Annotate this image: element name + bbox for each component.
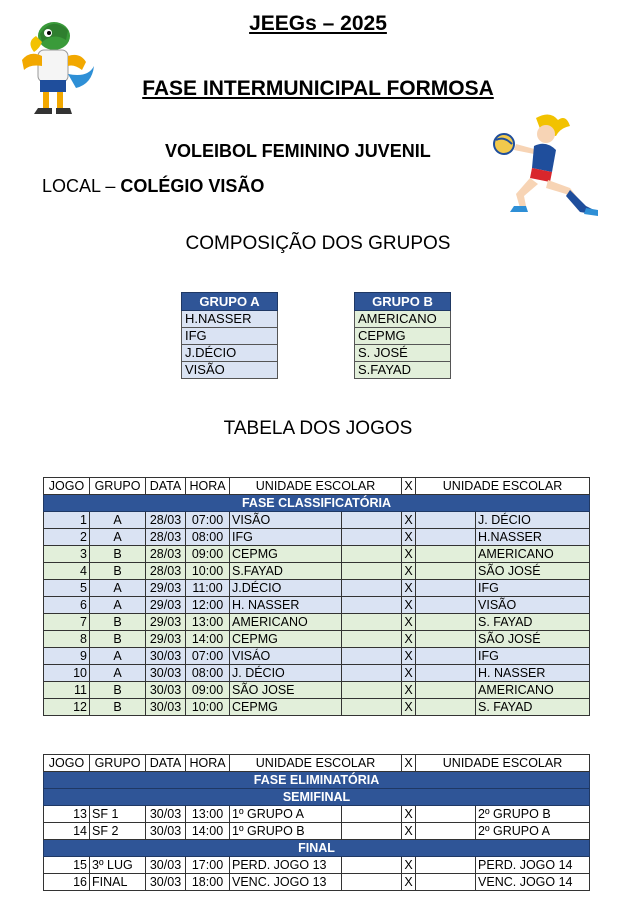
game-row <box>44 597 590 614</box>
home-team: SÃO JOSE <box>230 682 342 699</box>
game-date: 30/03 <box>146 682 186 699</box>
col-unidade-escolar-home: UNIDADE ESCOLAR <box>230 478 402 495</box>
game-time: 07:00 <box>186 648 230 665</box>
game-row <box>44 665 590 682</box>
game-time: 10:00 <box>186 563 230 580</box>
document-subtitle: FASE INTERMUNICIPAL FORMOSA <box>142 77 494 100</box>
game-time: 09:00 <box>186 546 230 563</box>
home-team-spacer <box>342 631 402 648</box>
semifinal-band: SEMIFINAL <box>44 789 590 806</box>
game-row <box>44 614 590 631</box>
col-unidade-escolar-away: UNIDADE ESCOLAR <box>416 478 590 495</box>
versus-mark: X <box>402 682 416 699</box>
group-a-team: J.DÉCIO <box>182 345 278 362</box>
game-number: 7 <box>44 614 90 631</box>
game-number: 6 <box>44 597 90 614</box>
away-team-spacer <box>416 512 476 529</box>
versus-mark: X <box>402 699 416 716</box>
away-team-spacer <box>416 806 476 823</box>
game-time: 13:00 <box>186 614 230 631</box>
groups-heading: COMPOSIÇÃO DOS GRUPOS <box>185 233 451 254</box>
away-team: AMERICANO <box>476 682 590 699</box>
game-group: A <box>90 580 146 597</box>
game-group: B <box>90 614 146 631</box>
group-b-team: AMERICANO <box>355 311 451 328</box>
away-team: SÃO JOSÉ <box>476 563 590 580</box>
game-group: A <box>90 529 146 546</box>
versus-mark: X <box>402 631 416 648</box>
game-number: 12 <box>44 699 90 716</box>
away-team: H.NASSER <box>476 529 590 546</box>
versus-mark: X <box>402 614 416 631</box>
game-row <box>44 699 590 716</box>
home-team-spacer <box>342 614 402 631</box>
versus-mark: X <box>402 874 416 891</box>
game-number: 9 <box>44 648 90 665</box>
group-a-team: H.NASSER <box>182 311 278 328</box>
home-team-spacer <box>342 874 402 891</box>
phase-band-classificatoria: FASE CLASSIFICATÓRIA <box>44 495 590 512</box>
versus-mark: X <box>402 580 416 597</box>
group-b-team: S.FAYAD <box>355 362 451 379</box>
away-team: AMERICANO <box>476 546 590 563</box>
game-group: 3º LUG <box>90 857 146 874</box>
versus-mark: X <box>402 529 416 546</box>
versus-mark: X <box>402 806 416 823</box>
away-team-spacer <box>416 529 476 546</box>
game-number: 11 <box>44 682 90 699</box>
game-number: 1 <box>44 512 90 529</box>
home-team-spacer <box>342 699 402 716</box>
game-time: 14:00 <box>186 631 230 648</box>
away-team-spacer <box>416 857 476 874</box>
venue-name: COLÉGIO VISÃO <box>120 176 265 196</box>
game-row <box>44 546 590 563</box>
game-date: 30/03 <box>146 857 186 874</box>
elimination-games-table <box>43 754 590 891</box>
game-number: 16 <box>44 874 90 891</box>
volleyball-player-icon <box>486 110 602 220</box>
game-time: 14:00 <box>186 823 230 840</box>
home-team-spacer <box>342 682 402 699</box>
venue-line: LOCAL – COLÉGIO VISÃO <box>42 176 265 196</box>
game-row <box>44 631 590 648</box>
away-team: 2º GRUPO A <box>476 823 590 840</box>
home-team: S.FAYAD <box>230 563 342 580</box>
away-team-spacer <box>416 682 476 699</box>
home-team-spacer <box>342 512 402 529</box>
away-team: S. FAYAD <box>476 699 590 716</box>
home-team: H. NASSER <box>230 597 342 614</box>
away-team: J. DÉCIO <box>476 512 590 529</box>
home-team: 1º GRUPO B <box>230 823 342 840</box>
game-number: 5 <box>44 580 90 597</box>
home-team: AMERICANO <box>230 614 342 631</box>
away-team: PERD. JOGO 14 <box>476 857 590 874</box>
home-team-spacer <box>342 806 402 823</box>
game-group: A <box>90 648 146 665</box>
versus-mark: X <box>402 597 416 614</box>
game-row <box>44 806 590 823</box>
away-team: 2º GRUPO B <box>476 806 590 823</box>
game-date: 29/03 <box>146 597 186 614</box>
game-date: 29/03 <box>146 631 186 648</box>
home-team-spacer <box>342 580 402 597</box>
col-grupo: GRUPO <box>90 755 146 772</box>
modality-heading: VOLEIBOL FEMININO JUVENIL <box>165 141 431 161</box>
versus-mark: X <box>402 823 416 840</box>
game-row <box>44 512 590 529</box>
away-team-spacer <box>416 580 476 597</box>
group-b-header: GRUPO B <box>355 293 451 311</box>
col-grupo: GRUPO <box>90 478 146 495</box>
game-number: 15 <box>44 857 90 874</box>
game-row <box>44 580 590 597</box>
home-team-spacer <box>342 648 402 665</box>
versus-mark: X <box>402 857 416 874</box>
game-time: 17:00 <box>186 857 230 874</box>
group-b-table <box>354 292 451 379</box>
versus-mark: X <box>402 648 416 665</box>
game-number: 2 <box>44 529 90 546</box>
game-time: 09:00 <box>186 682 230 699</box>
col-data: DATA <box>146 755 186 772</box>
home-team: CEPMG <box>230 631 342 648</box>
group-a-team: IFG <box>182 328 278 345</box>
game-group: B <box>90 563 146 580</box>
document-title: JEEGs – 2025 <box>249 12 387 35</box>
home-team-spacer <box>342 857 402 874</box>
away-team-spacer <box>416 665 476 682</box>
game-group: SF 1 <box>90 806 146 823</box>
col-hora: HORA <box>186 478 230 495</box>
game-date: 30/03 <box>146 665 186 682</box>
col-unidade-escolar-away: UNIDADE ESCOLAR <box>416 755 590 772</box>
game-date: 30/03 <box>146 823 186 840</box>
home-team: J.DÉCIO <box>230 580 342 597</box>
game-row <box>44 682 590 699</box>
away-team-spacer <box>416 546 476 563</box>
game-number: 13 <box>44 806 90 823</box>
home-team: VISÁO <box>230 648 342 665</box>
classification-games-table <box>43 477 590 716</box>
home-team: PERD. JOGO 13 <box>230 857 342 874</box>
away-team: SÃO JOSÉ <box>476 631 590 648</box>
game-number: 8 <box>44 631 90 648</box>
game-row <box>44 563 590 580</box>
away-team-spacer <box>416 823 476 840</box>
away-team: IFG <box>476 648 590 665</box>
game-time: 12:00 <box>186 597 230 614</box>
table-header-row <box>44 478 590 495</box>
away-team: S. FAYAD <box>476 614 590 631</box>
group-a-team: VISÃO <box>182 362 278 379</box>
away-team: VENC. JOGO 14 <box>476 874 590 891</box>
game-time: 13:00 <box>186 806 230 823</box>
game-date: 28/03 <box>146 529 186 546</box>
game-date: 30/03 <box>146 806 186 823</box>
game-date: 30/03 <box>146 874 186 891</box>
game-row <box>44 874 590 891</box>
game-group: A <box>90 512 146 529</box>
col-x: X <box>402 755 416 772</box>
game-date: 28/03 <box>146 512 186 529</box>
game-number: 10 <box>44 665 90 682</box>
game-group: B <box>90 546 146 563</box>
home-team: CEPMG <box>230 546 342 563</box>
away-team-spacer <box>416 874 476 891</box>
table-header-row <box>44 755 590 772</box>
game-group: FINAL <box>90 874 146 891</box>
game-row <box>44 823 590 840</box>
away-team-spacer <box>416 563 476 580</box>
versus-mark: X <box>402 512 416 529</box>
phase-band-eliminatoria: FASE ELIMINATÓRIA <box>44 772 590 789</box>
col-jogo: JOGO <box>44 755 90 772</box>
game-group: B <box>90 699 146 716</box>
game-date: 28/03 <box>146 546 186 563</box>
col-unidade-escolar-home: UNIDADE ESCOLAR <box>230 755 402 772</box>
home-team: CEPMG <box>230 699 342 716</box>
game-group: A <box>90 597 146 614</box>
game-number: 4 <box>44 563 90 580</box>
game-date: 29/03 <box>146 614 186 631</box>
game-time: 08:00 <box>186 529 230 546</box>
versus-mark: X <box>402 546 416 563</box>
home-team-spacer <box>342 665 402 682</box>
col-jogo: JOGO <box>44 478 90 495</box>
home-team: 1º GRUPO A <box>230 806 342 823</box>
game-date: 28/03 <box>146 563 186 580</box>
game-row <box>44 857 590 874</box>
game-number: 3 <box>44 546 90 563</box>
game-date: 29/03 <box>146 580 186 597</box>
home-team-spacer <box>342 597 402 614</box>
game-time: 18:00 <box>186 874 230 891</box>
game-row <box>44 648 590 665</box>
home-team: VISÃO <box>230 512 342 529</box>
versus-mark: X <box>402 665 416 682</box>
home-team: IFG <box>230 529 342 546</box>
home-team: VENC. JOGO 13 <box>230 874 342 891</box>
game-time: 10:00 <box>186 699 230 716</box>
game-date: 30/03 <box>146 699 186 716</box>
game-date: 30/03 <box>146 648 186 665</box>
game-row <box>44 529 590 546</box>
home-team-spacer <box>342 546 402 563</box>
away-team: VISÃO <box>476 597 590 614</box>
away-team-spacer <box>416 597 476 614</box>
parrot-mascot-icon <box>12 12 98 120</box>
away-team: IFG <box>476 580 590 597</box>
game-group: B <box>90 682 146 699</box>
final-band: FINAL <box>44 840 590 857</box>
col-hora: HORA <box>186 755 230 772</box>
versus-mark: X <box>402 563 416 580</box>
group-a-header: GRUPO A <box>182 293 278 311</box>
games-table-heading: TABELA DOS JOGOS <box>223 418 413 439</box>
game-time: 07:00 <box>186 512 230 529</box>
game-time: 08:00 <box>186 665 230 682</box>
game-time: 11:00 <box>186 580 230 597</box>
home-team: J. DÉCIO <box>230 665 342 682</box>
col-data: DATA <box>146 478 186 495</box>
game-group: SF 2 <box>90 823 146 840</box>
game-number: 14 <box>44 823 90 840</box>
away-team-spacer <box>416 648 476 665</box>
home-team-spacer <box>342 529 402 546</box>
game-group: B <box>90 631 146 648</box>
away-team-spacer <box>416 699 476 716</box>
group-a-table <box>181 292 278 379</box>
group-b-team: CEPMG <box>355 328 451 345</box>
col-x: X <box>402 478 416 495</box>
home-team-spacer <box>342 823 402 840</box>
game-group: A <box>90 665 146 682</box>
home-team-spacer <box>342 563 402 580</box>
away-team-spacer <box>416 631 476 648</box>
away-team: H. NASSER <box>476 665 590 682</box>
away-team-spacer <box>416 614 476 631</box>
group-b-team: S. JOSÉ <box>355 345 451 362</box>
